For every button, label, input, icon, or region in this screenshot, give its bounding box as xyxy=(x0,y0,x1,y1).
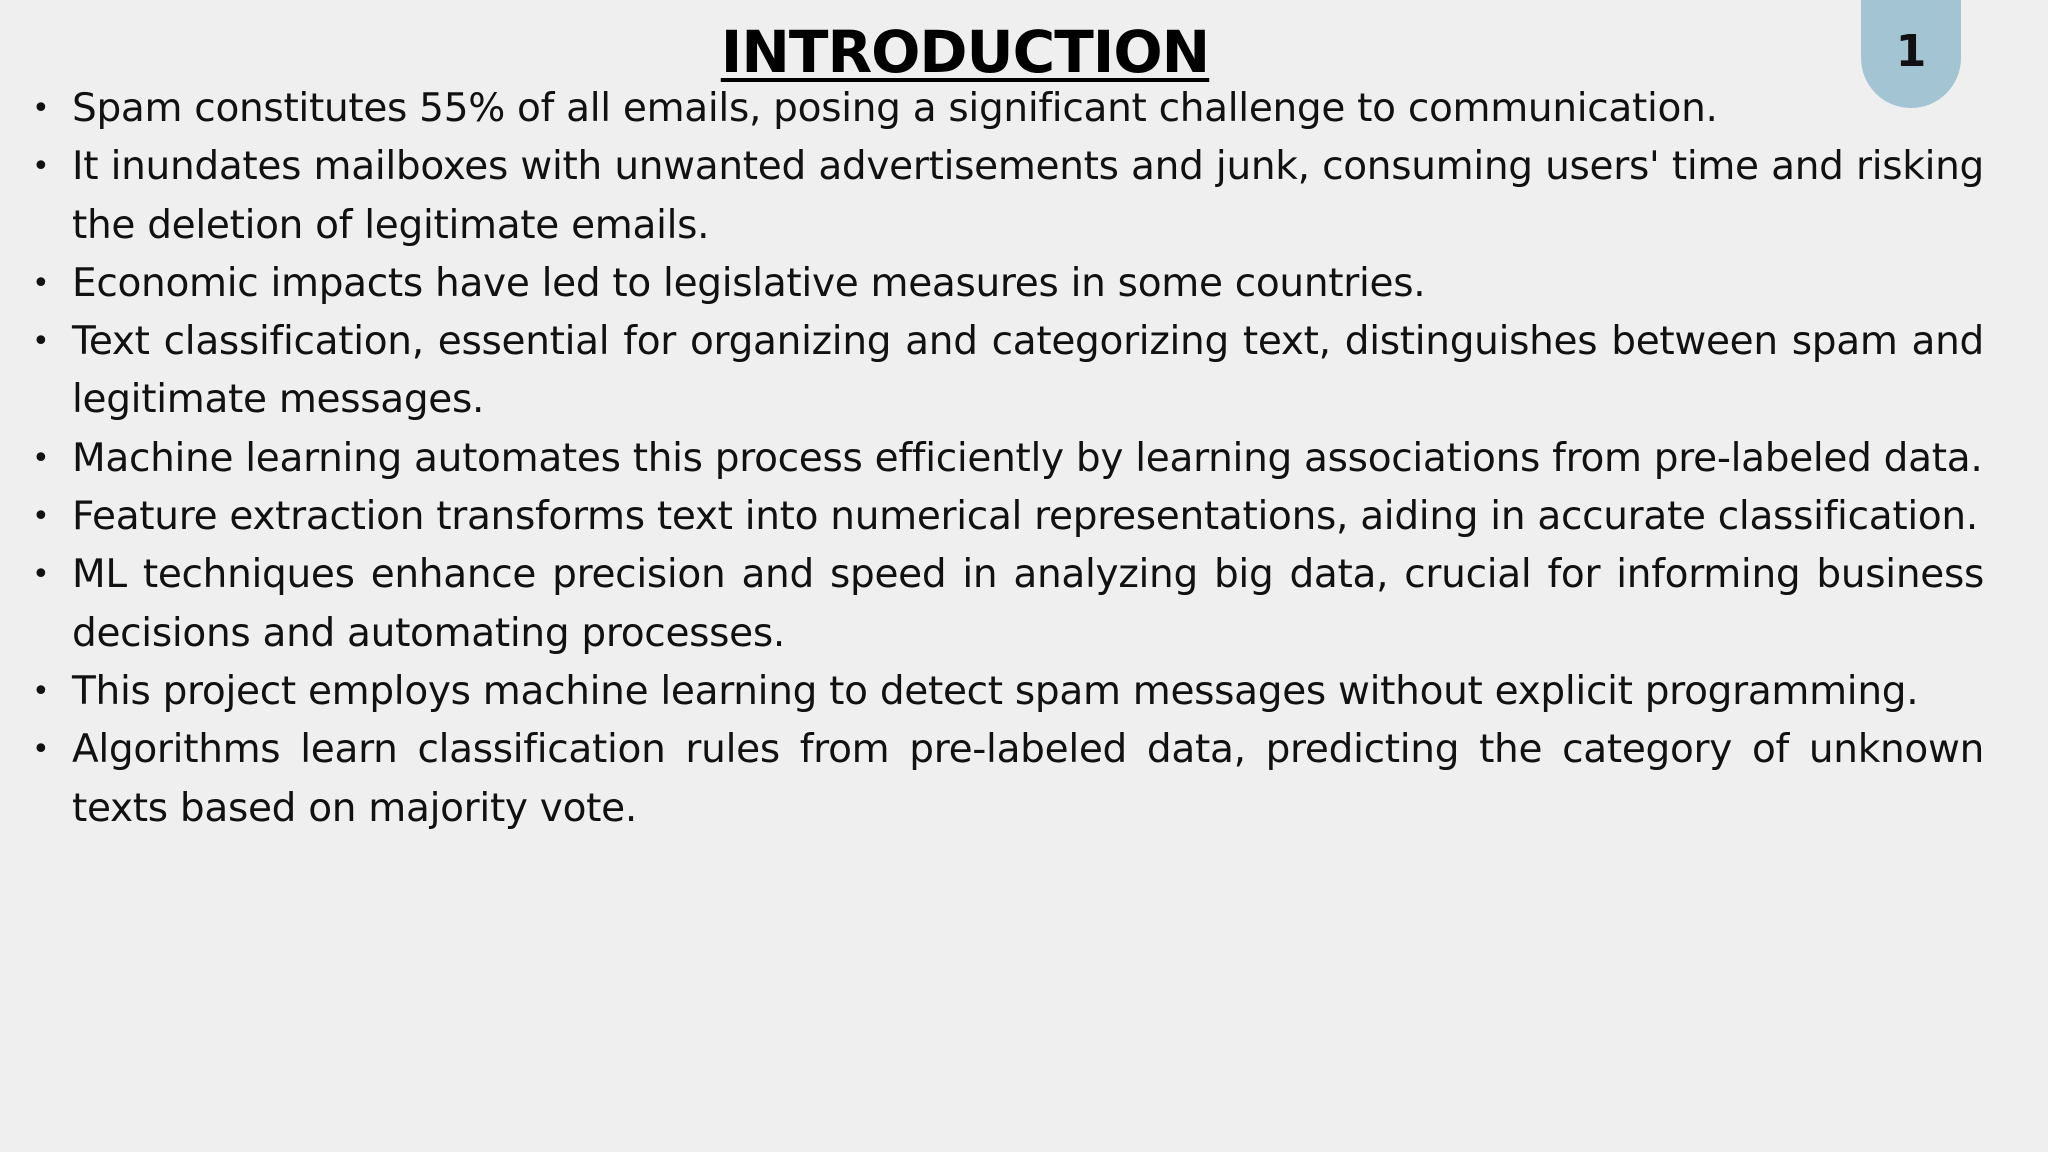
bullet-item xyxy=(32,663,1984,721)
bullet-dot: • xyxy=(32,265,50,301)
bullet-item xyxy=(32,721,1984,838)
bullet-text: Feature extraction transforms text into numerical representations, aiding in accurate classification. xyxy=(72,494,1978,540)
bullet-item xyxy=(32,430,1984,488)
bullet-text: ML techniques enhance precision and speed in analyzing big data, crucial for informing business decisions and automating processes. xyxy=(72,552,1984,656)
bullet-dot: • xyxy=(32,732,50,768)
bullet-dot: • xyxy=(32,149,50,185)
bullet-dot: • xyxy=(32,557,50,593)
bullet-dot: • xyxy=(32,673,50,709)
slide-title xyxy=(0,14,1930,90)
bullet-item xyxy=(32,546,1984,663)
bullet-text: Economic impacts have led to legislative measures in some countries. xyxy=(72,260,1426,306)
bullet-text: Machine learning automates this process efficiently by learning associations from pre-labeled data. xyxy=(72,435,1983,481)
bullet-item xyxy=(32,488,1984,546)
slide-title-text: INTRODUCTION xyxy=(720,18,1210,86)
bullet-text: Text classification, essential for organizing and categorizing text, distinguishes between spam and legitimate messages. xyxy=(72,319,1984,423)
bullet-text: It inundates mailboxes with unwanted advertisements and junk, consuming users' time and risking the deletion of legitimate emails. xyxy=(72,144,1984,248)
bullet-item xyxy=(32,255,1984,313)
bullet-text: Algorithms learn classification rules from pre-labeled data, predicting the category of unknown texts based on majority vote. xyxy=(72,727,1984,831)
bullet-item xyxy=(32,80,1984,138)
bullet-dot: • xyxy=(32,91,50,126)
bullet-text: Spam constitutes 55% of all emails, posing a significant challenge to communication. xyxy=(72,86,1718,131)
bullet-dot: • xyxy=(32,499,50,535)
bullet-text: This project employs machine learning to detect spam messages without explicit programming. xyxy=(72,668,1919,714)
page-number: 1 xyxy=(1895,25,1927,77)
bullet-item xyxy=(32,138,1984,255)
bullet-dot: • xyxy=(32,440,50,476)
bullet-item xyxy=(32,313,1984,430)
bullet-list xyxy=(32,80,1984,838)
bullet-dot: • xyxy=(32,324,50,360)
